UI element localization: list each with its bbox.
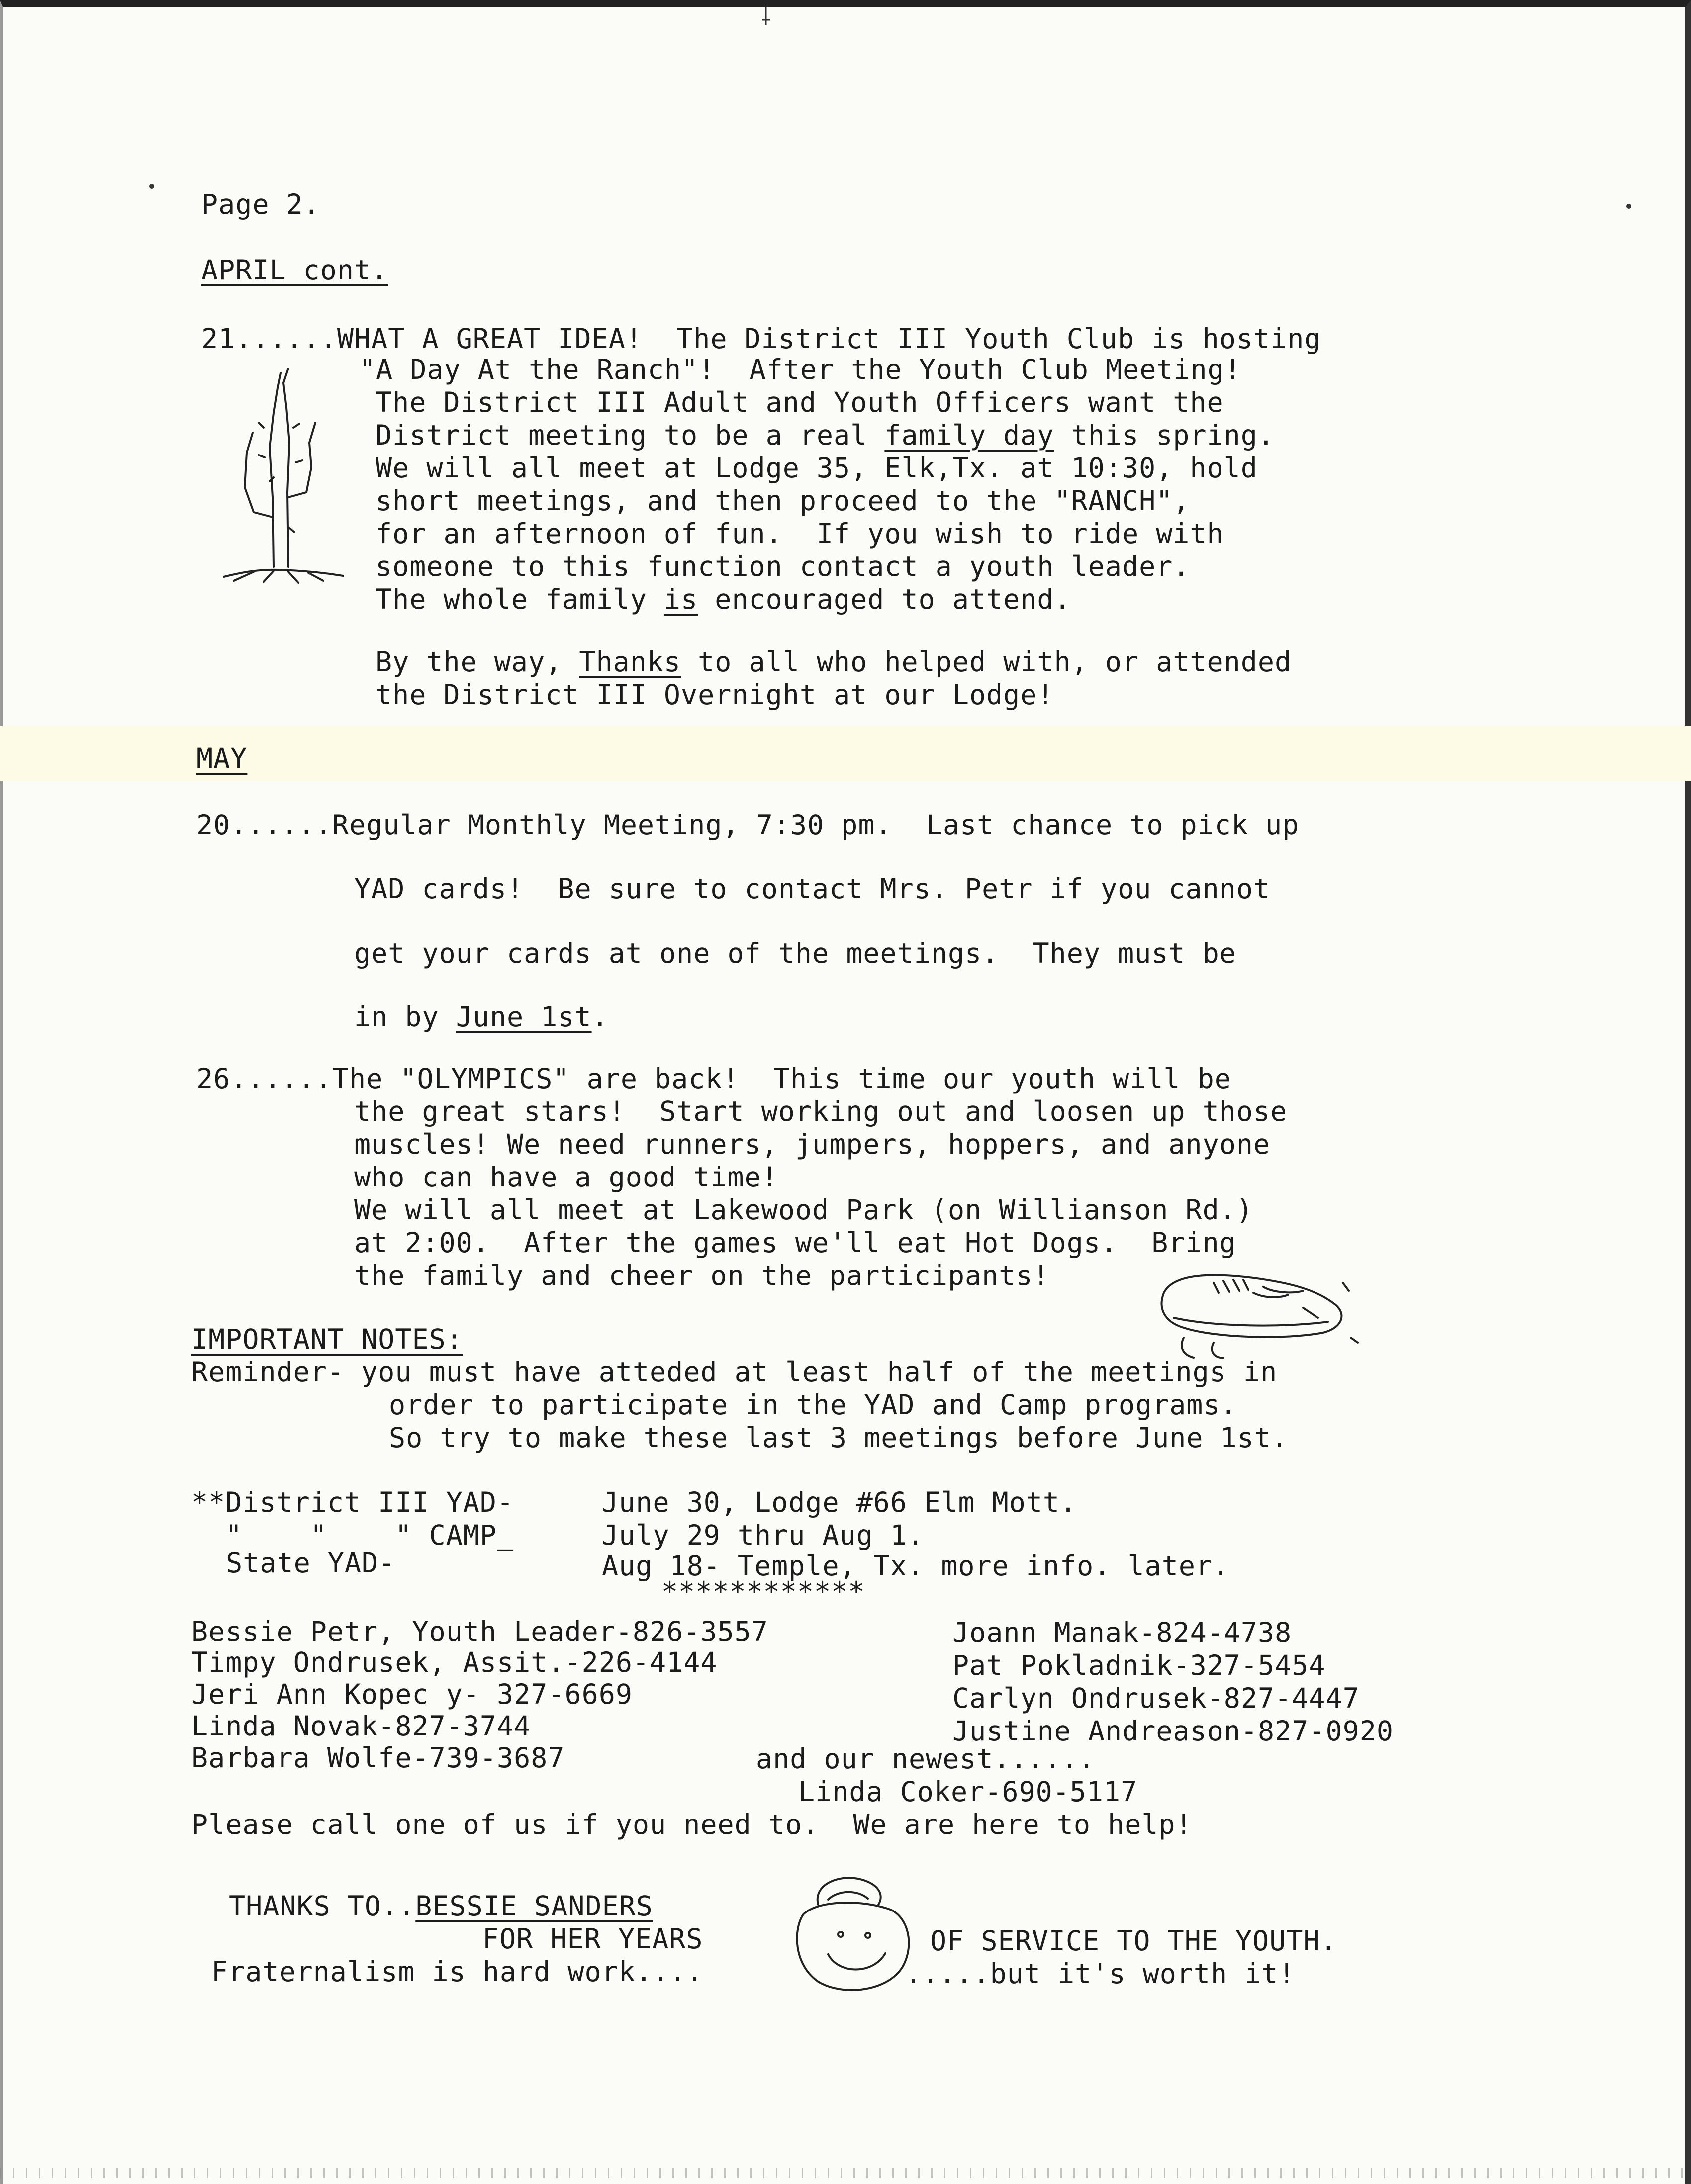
call-line: Please call one of us if you need to. We are here to help!: [191, 1809, 1193, 1840]
april-item21-line6: short meetings, and then proceed to the "RANCH",: [376, 485, 1190, 517]
may-item26-line6: at 2:00. After the games we'll eat Hot Dogs. Bring: [354, 1227, 1236, 1259]
april-item21-line9: The whole family is encouraged to attend.: [376, 583, 1071, 615]
april-item21-line3: The District III Adult and Youth Officers want the: [376, 386, 1224, 418]
contact-left-1: Bessie Petr, Youth Leader-826-3557: [191, 1616, 768, 1647]
contact-right-3: Carlyn Ondrusek-827-4447: [952, 1682, 1360, 1714]
may-item26-line7: the family and cheer on the participants!: [354, 1260, 1050, 1291]
smiley-face-drawing-icon: [773, 1870, 933, 1999]
closing-worth-it: .....but it's worth it!: [905, 1958, 1296, 1990]
april-item21-line8: someone to this function contact a youth leader.: [376, 550, 1190, 582]
reminder-line2: order to participate in the YAD and Camp programs.: [389, 1389, 1237, 1421]
separator-stars: ************: [661, 1576, 865, 1608]
may-item26-line4: who can have a good time!: [354, 1161, 778, 1193]
thanks-to-label: THANKS TO..: [229, 1890, 416, 1922]
thanks-emphasis: Thanks: [579, 646, 681, 678]
paper-tint-band: [0, 726, 1691, 781]
newest-contact: Linda Coker-690-5117: [798, 1776, 1138, 1808]
schedule-value-3: Aug 18- Temple, Tx. more info. later.: [602, 1550, 1230, 1582]
april-item21-date: 21......: [201, 323, 337, 355]
may-item20-line3: get your cards at one of the meetings. They must be: [354, 937, 1236, 969]
april-heading: APRIL cont.: [201, 254, 388, 286]
contact-left-3: Jeri Ann Kopec y- 327-6669: [191, 1678, 633, 1710]
closing-of-service: OF SERVICE TO THE YOUTH.: [930, 1925, 1337, 1957]
closing-fraternalism: Fraternalism is hard work....: [211, 1956, 704, 1988]
april-item21-line7: for an afternoon of fun. If you wish to ride with: [376, 518, 1224, 549]
family-day-emphasis: family day: [884, 419, 1054, 451]
may-item20-line2: YAD cards! Be sure to contact Mrs. Petr if you cannot: [354, 873, 1271, 905]
april-item21-line5: We will all meet at Lodge 35, Elk,Tx. at 10:30, hold: [376, 452, 1258, 484]
june-1st-emphasis: June 1st: [456, 1001, 592, 1033]
honoree-name: BESSIE SANDERS: [415, 1890, 653, 1922]
contact-right-4: Justine Andreason-827-0920: [952, 1715, 1394, 1747]
schedule-value-2: July 29 thru Aug 1.: [602, 1519, 925, 1551]
reminder-line1: Reminder- you must have atteded at least half of the meetings in: [191, 1356, 1278, 1388]
page-label: Page 2.: [201, 188, 320, 220]
schedule-label-1: **District III YAD-: [191, 1486, 514, 1518]
sneaker-drawing-icon: [1154, 1263, 1363, 1363]
closing-for-years: FOR HER YEARS: [482, 1923, 703, 1955]
contact-right-2: Pat Pokladnik-327-5454: [952, 1649, 1326, 1681]
may-item26-line2: the great stars! Start working out and loosen up those: [354, 1095, 1288, 1127]
may-item26-date: 26......: [196, 1063, 332, 1094]
margin-dot-right: [1626, 204, 1631, 209]
closing-line1: [229, 1890, 653, 1922]
may-item26-line1: 26......The "OLYMPICS" are back! This time our youth will be: [196, 1063, 1231, 1094]
may-item26-line3: muscles! We need runners, jumpers, hoppers, and anyone: [354, 1128, 1271, 1160]
contact-left-5: Barbara Wolfe-739-3687: [191, 1742, 565, 1774]
may-item20-line1: 20......Regular Monthly Meeting, 7:30 pm. Last chance to pick up: [196, 809, 1300, 841]
reminder-line3: So try to make these last 3 meetings before June 1st.: [389, 1422, 1288, 1454]
top-pen-mark-icon: [756, 5, 776, 30]
important-notes-heading: IMPORTANT NOTES:: [191, 1323, 463, 1355]
thanks-note-line1: By the way, Thanks to all who helped with, or attended: [376, 646, 1292, 678]
contact-left-4: Linda Novak-827-3744: [191, 1710, 531, 1742]
is-emphasis: is: [663, 583, 698, 615]
schedule-label-2: " " " CAMP_: [191, 1519, 514, 1551]
april-item21-line1: 21......WHAT A GREAT IDEA! The District III Youth Club is hosting: [201, 323, 1321, 355]
may-item26-line5: We will all meet at Lakewood Park (on Willianson Rd.): [354, 1194, 1253, 1226]
april-item21-line2: "A Day At the Ranch"! After the Youth Club Meeting!: [359, 354, 1241, 385]
schedule-value-1: June 30, Lodge #66 Elm Mott.: [602, 1486, 1077, 1518]
may-item20-line4: in by June 1st.: [354, 1001, 609, 1033]
reminder-label: Reminder-: [191, 1356, 345, 1388]
april-item21-line4: District meeting to be a real family day this spring.: [376, 419, 1275, 451]
may-heading: MAY: [196, 742, 248, 774]
contact-right-1: Joann Manak-824-4738: [952, 1617, 1292, 1648]
schedule-label-3: State YAD-: [209, 1547, 396, 1579]
thanks-note-line2: the District III Overnight at our Lodge!: [376, 679, 1054, 711]
contact-left-2: Timpy Ondrusek, Assit.-226-4144: [191, 1646, 718, 1678]
margin-dot: [149, 184, 154, 189]
cactus-drawing-icon: [214, 368, 353, 587]
bottom-perforation: [0, 2168, 1691, 2178]
newest-intro: and our newest......: [756, 1743, 1096, 1775]
may-item20-date: 20......: [196, 809, 332, 841]
